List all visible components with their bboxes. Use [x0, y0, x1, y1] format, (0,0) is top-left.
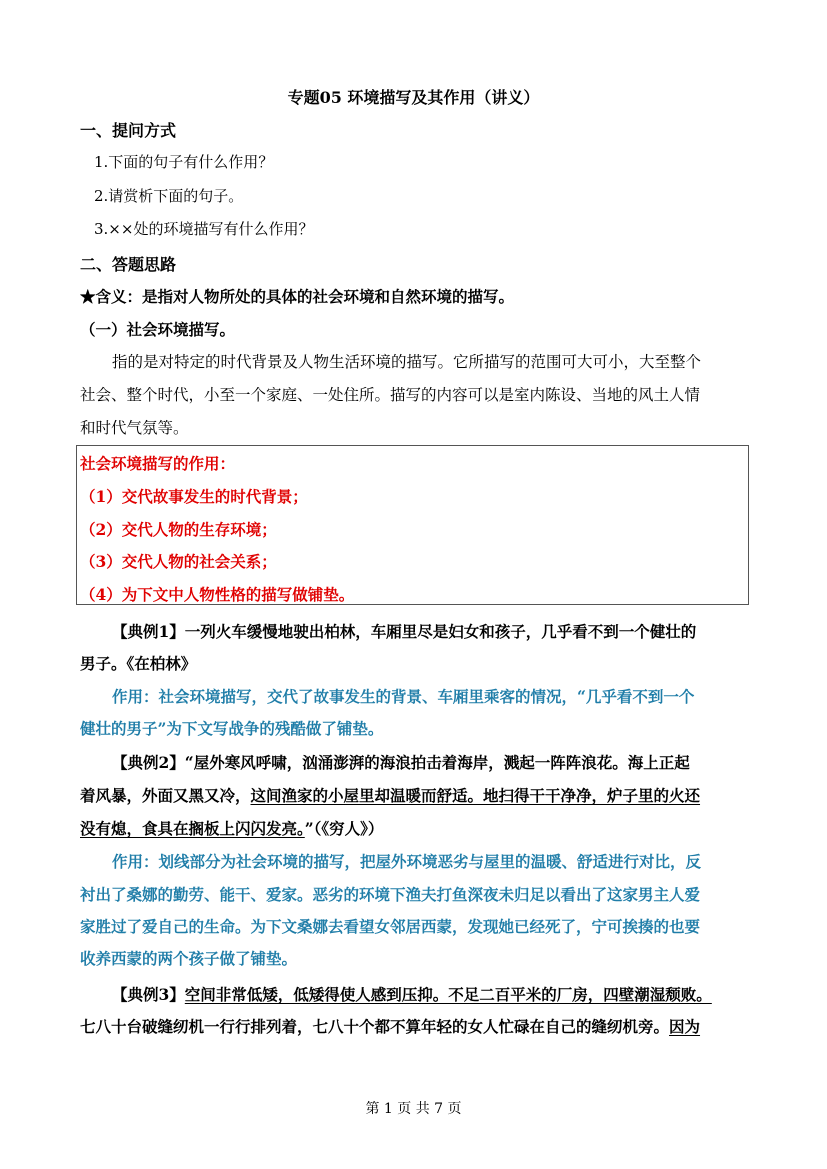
example3-line	[80, 1015, 700, 1037]
example2-analysis: 作用：划线部分为社会环境的描写，把屋外环境恶劣与屋里的温暖、舒适进行对比，反	[112, 852, 702, 871]
example3-underlined-text: 因为	[669, 1017, 701, 1036]
example2-source: ”（《穷人》）	[304, 819, 384, 838]
example2-analysis: 衬出了桑娜的勤劳、能干、爱家。恶劣的环境下渔夫打鱼深夜未归足以看出了这家男主人爱	[80, 885, 701, 904]
example2-line	[80, 784, 700, 806]
example2-underlined-text: 没有熄，食具在搁板上闪闪发亮。	[80, 819, 305, 838]
example1-analysis: 健壮的男子”为下文写战争的残酷做了铺垫。	[80, 719, 384, 738]
example1-analysis: 作用：社会环境描写，交代了故事发生的背景、车厢里乘客的情况，“几乎看不到一个	[112, 687, 695, 706]
example3-underlined-text: 空间非常低矮，低矮得使人感到压抑。不足二百平米的厂房，四壁潮湿颓败。	[184, 985, 712, 1004]
example2-line	[80, 817, 383, 839]
example3-label: 【典例3】	[112, 985, 185, 1004]
question-item: 2.请赏析下面的句子。	[94, 187, 244, 205]
question-item: 3.××处的环境描写有什么作用？	[94, 220, 314, 238]
section-heading-approach: 二、答题思路	[80, 255, 177, 274]
subsection-heading: （一）社会环境描写。	[80, 320, 236, 339]
example2-plain-text: 着风暴，外面又黑又冷，	[80, 786, 251, 805]
box-heading: 社会环境描写的作用：	[80, 454, 236, 473]
example3-line	[112, 983, 712, 1005]
page-footer: 第 1 页 共 7 页	[365, 1101, 462, 1117]
box-item: （2）交代人物的生存环境；	[80, 520, 277, 539]
example2-analysis: 家胜过了爱自己的生命。为下文桑娜去看望女邻居西蒙，发现她已经死了，宁可挨揍的也要	[80, 917, 701, 936]
box-item: （3）交代人物的社会关系；	[80, 552, 277, 571]
box-item: （4）为下文中人物性格的描写做铺垫。	[80, 585, 355, 604]
paragraph-line: 指的是对特定的时代背景及人物生活环境的描写。它所描写的范围可大可小，大至整个	[112, 353, 702, 371]
example2-analysis: 收养西蒙的两个孩子做了铺垫。	[80, 949, 298, 968]
example3-plain-text: 七八十台破缝纫机一行行排列着，七八十个都不算年轻的女人忙碌在自己的缝纫机旁。	[80, 1017, 670, 1036]
example2-line: 【典例2】“屋外寒风呼啸，汹涌澎湃的海浪拍击着海岸，溅起一阵阵浪花。海上正起	[112, 753, 690, 772]
example2-underlined-text: 这间渔家的小屋里却温暖而舒适。地扫得干干净净，炉子里的火还	[250, 786, 701, 805]
meaning-line: ★含义：是指对人物所处的具体的社会环境和自然环境的描写。	[80, 287, 515, 306]
example1-line: 男子。《在柏林》	[80, 654, 197, 673]
section-heading-questions: 一、提问方式	[80, 121, 177, 140]
box-item: （1）交代故事发生的时代背景；	[80, 487, 308, 506]
question-item: 1.下面的句子有什么作用？	[94, 153, 274, 171]
example1-line: 【典例1】一列火车缓慢地驶出柏林，车厢里尽是妇女和孩子，几乎看不到一个健壮的	[112, 622, 697, 641]
page-title: 专题05 环境描写及其作用（讲义）	[287, 88, 540, 107]
paragraph-line: 和时代气氛等。	[80, 419, 189, 437]
paragraph-line: 社会、整个时代，小至一个家庭、一处住所。描写的内容可以是室内陈设、当地的风土人情	[80, 386, 701, 404]
